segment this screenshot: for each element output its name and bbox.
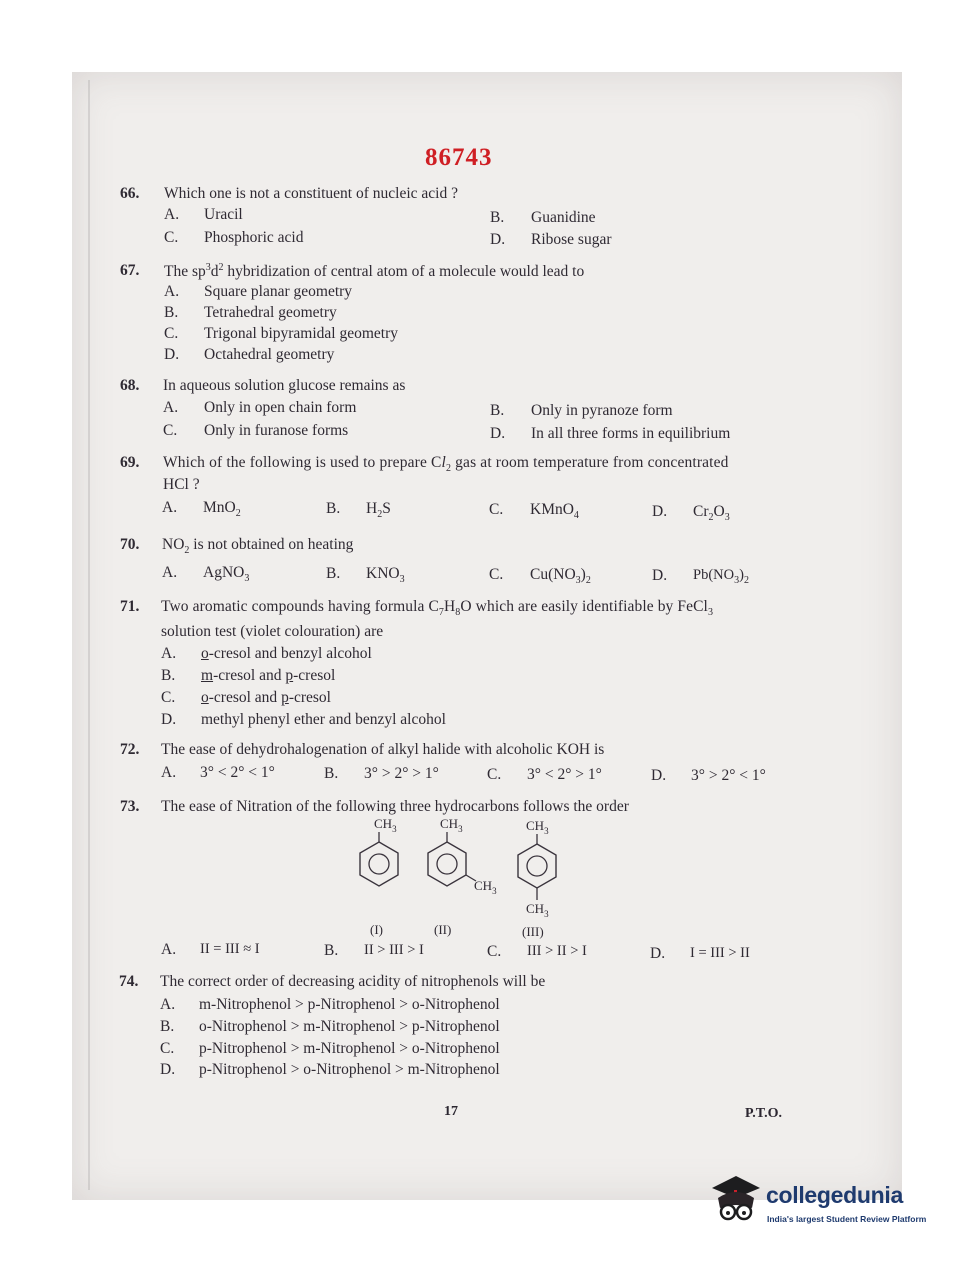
option-letter: D.	[490, 425, 506, 442]
question-text: Which of the following is used to prepare $Cl_2$ gas at room temperature from concentrated	[163, 454, 729, 475]
question-number: 71.	[120, 598, 140, 615]
option-text: $H_2S$	[366, 500, 391, 521]
toluene-label: $CH_3$	[374, 816, 397, 835]
option-letter: D.	[651, 767, 667, 784]
option-letter: B.	[490, 209, 505, 226]
option-letter: A.	[163, 399, 179, 416]
option-letter: C.	[489, 566, 504, 583]
option-letter: B.	[161, 667, 176, 684]
option-text: $Cr_2O_3$	[693, 503, 730, 524]
option-letter: A.	[164, 283, 180, 300]
option-text: II > III > I	[364, 942, 424, 958]
option-text: m-Nitrophenol > p-Nitrophenol > o-Nitrophenol	[199, 996, 500, 1013]
option-letter: C.	[489, 501, 504, 518]
option-text: Ribose sugar	[531, 231, 612, 248]
question-text: The ease of Nitration of the following three hydrocarbons follows the order	[161, 798, 629, 815]
option-text: Tetrahedral geometry	[204, 304, 337, 321]
option-text: 3° > 2° < 1°	[691, 767, 766, 784]
question-number: 68.	[120, 377, 140, 394]
option-text: Square planar geometry	[204, 283, 353, 300]
option-letter: A.	[162, 564, 178, 581]
option-letter: A.	[161, 764, 177, 781]
option-letter: B.	[326, 500, 341, 517]
option-text: o-Nitrophenol > m-Nitrophenol > p-Nitrophenol	[199, 1018, 500, 1035]
option-text: $Cu(NO_3)_2$	[530, 566, 591, 587]
question-number: 69.	[120, 454, 140, 471]
option-letter: B.	[324, 942, 339, 959]
option-text: methyl phenyl ether and benzyl alcohol	[201, 711, 446, 728]
benzene-ring-icon	[512, 834, 562, 904]
option-letter: C.	[487, 766, 502, 783]
question-text: The correct order of decreasing acidity of nitrophenols will be	[160, 973, 546, 990]
option-text: In all three forms in equilibrium	[531, 425, 731, 442]
option-letter: A.	[162, 499, 178, 516]
question-text: $NO_2$ is not obtained on heating	[162, 536, 354, 557]
option-text: 3° > 2° > 1°	[364, 765, 439, 782]
page-number: 17	[444, 1104, 458, 1119]
option-text: AgNO$_3$	[203, 564, 250, 585]
question-number: 67.	[120, 262, 140, 279]
option-text: MnO$_2$	[203, 499, 241, 520]
m-xylene-label-side: $CH_3$	[474, 878, 497, 897]
option-text: $KNO_3$	[366, 565, 405, 586]
option-text: o-cresol and benzyl alcohol	[201, 645, 372, 662]
option-letter: D.	[650, 945, 666, 962]
page-code: 86743	[425, 144, 493, 171]
option-text: p-Nitrophenol > o-Nitrophenol > m-Nitrophenol	[199, 1061, 500, 1078]
structure-label: (I)	[370, 922, 383, 937]
option-letter: A.	[164, 206, 180, 223]
option-text: 3° < 2° > 1°	[527, 766, 602, 783]
question-text-line2: HCl ?	[163, 476, 200, 493]
option-letter: B.	[326, 565, 341, 582]
p-xylene-label-bottom: $CH_3$	[526, 901, 549, 920]
option-letter: A.	[160, 996, 176, 1013]
option-text: o-cresol and p-cresol	[201, 689, 331, 706]
question-number: 74.	[119, 973, 139, 990]
question-text: The $sp^3d^2$ hybridization of central atom of a molecule would lead to	[164, 262, 585, 281]
option-text: I = III > II	[690, 945, 750, 961]
structure-label: (III)	[522, 924, 544, 939]
question-text: The ease of dehydrohalogenation of alkyl halide with alcoholic KOH is	[161, 741, 605, 758]
option-letter: D.	[490, 231, 506, 248]
option-text: Guanidine	[531, 209, 596, 226]
option-letter: B.	[160, 1018, 175, 1035]
option-text: Uracil	[204, 206, 243, 223]
option-letter: C.	[161, 689, 176, 706]
option-letter: B.	[490, 402, 505, 419]
option-letter: D.	[652, 567, 668, 584]
option-letter: B.	[164, 304, 179, 321]
option-letter: D.	[160, 1061, 176, 1078]
option-letter: D.	[652, 503, 668, 520]
structure-label: (II)	[434, 922, 452, 937]
collegedunia-brand[interactable]	[706, 1168, 941, 1230]
option-text: m-cresol and p-cresol	[201, 667, 336, 684]
question-number: 73.	[120, 798, 140, 815]
m-xylene-label-top: $CH_3$	[440, 816, 463, 835]
option-text: KMnO$_4$	[530, 501, 579, 522]
brand-name: collegedunia	[766, 1182, 903, 1208]
question-text: Which one is not a constituent of nucleic acid ?	[164, 185, 458, 202]
question-text: Two aromatic compounds having formula $C_7H_8O$ which are easily identifiable by FeCl$_3$	[161, 598, 714, 619]
page-fold-shadow	[88, 80, 90, 1190]
option-text: Only in open chain form	[204, 399, 357, 416]
option-text: Phosphoric acid	[204, 229, 304, 246]
option-letter: D.	[164, 346, 180, 363]
option-letter: B.	[324, 765, 339, 782]
student-mascot-icon	[706, 1168, 766, 1228]
option-text: p-Nitrophenol > m-Nitrophenol > o-Nitrophenol	[199, 1040, 500, 1057]
option-letter: C.	[163, 422, 178, 439]
question-text-line2: solution test (violet colouration) are	[161, 623, 384, 640]
benzene-ring-icon	[354, 832, 404, 894]
option-letter: A.	[161, 645, 177, 662]
question-number: 70.	[120, 536, 140, 553]
option-letter: C.	[487, 943, 502, 960]
option-letter: C.	[164, 325, 179, 342]
option-letter: C.	[164, 229, 179, 246]
question-text: In aqueous solution glucose remains as	[163, 377, 406, 394]
option-text: II = III ≈ I	[200, 941, 260, 957]
option-text: Only in pyranoze form	[531, 402, 673, 419]
option-text: III > II > I	[527, 943, 587, 959]
question-number: 72.	[120, 741, 140, 758]
option-text: Octahedral geometry	[204, 346, 335, 363]
option-letter: C.	[160, 1040, 175, 1057]
option-text: Trigonal bipyramidal geometry	[204, 325, 399, 342]
option-text: Only in furanose forms	[204, 422, 349, 439]
question-number: 66.	[120, 185, 140, 202]
option-letter: D.	[161, 711, 177, 728]
brand-tagline: India's largest Student Review Platform	[767, 1214, 927, 1224]
benzene-ring-icon	[422, 832, 482, 894]
p-xylene-label-top: $CH_3$	[526, 818, 549, 837]
option-text: 3° < 2° < 1°	[200, 764, 275, 781]
option-letter: A.	[161, 941, 177, 958]
option-text: $Pb(NO_3)_2$	[693, 567, 749, 586]
pto-label: P.T.O.	[745, 1106, 782, 1121]
